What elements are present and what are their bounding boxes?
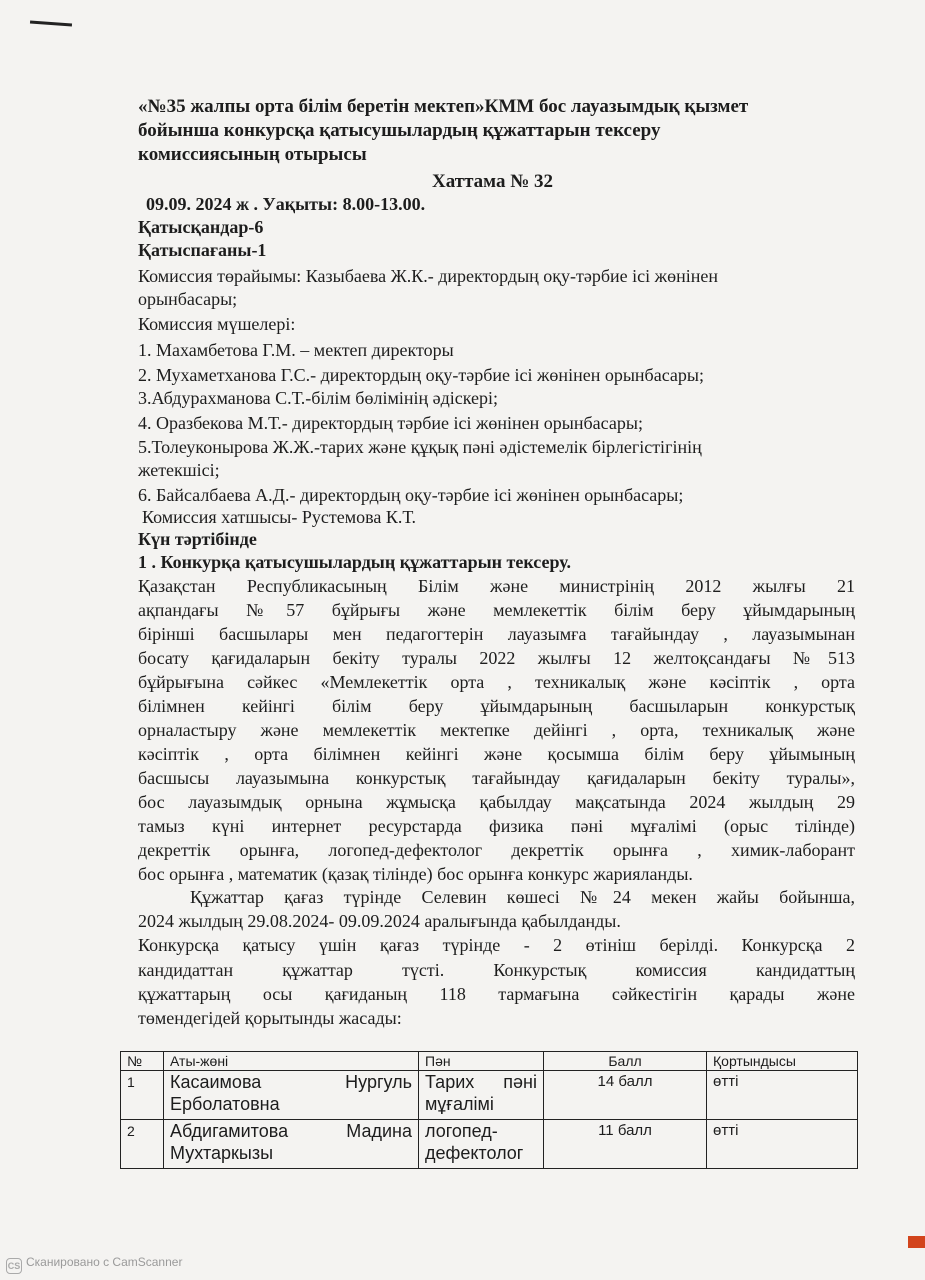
title-line: бойынша конкурсқа қатысушылардың құжаттарын тексеру <box>138 120 661 141</box>
candidate-result: өтті <box>707 1071 858 1120</box>
title-line: «№35 жалпы орта білім беретін мектеп»КММ бос лауазымдық қызмет <box>138 96 749 117</box>
body-line: 2024 жылдың 29.08.2024- 09.09.2024 аралығында қабылданды. <box>138 911 621 931</box>
title-line: комиссиясының отырысы <box>138 144 367 165</box>
subject-part: пәні <box>503 1072 537 1092</box>
body-line: білімнен кейінгі білім беру ұйымдарының басшыларын конкурстық <box>138 696 855 716</box>
body-line: құжаттарың осы қағиданың 118 тармағына сәйкестігін қарады және <box>138 984 855 1004</box>
commission-chair: Комиссия төрайымы: Казыбаева Ж.К.- директордың оқу-тәрбие ісі жөнінен <box>138 266 718 286</box>
subject-part: дефектолог <box>425 1143 524 1163</box>
table-header-row <box>121 1052 858 1071</box>
camscanner-watermark <box>6 1255 182 1274</box>
column-header: Қортындысы <box>707 1052 858 1071</box>
body-line: Құжаттар қағаз түрінде Селевин көшесі №24 мекен жайы бойынша, <box>190 887 855 907</box>
body-line: кәсіптік , орта білімнен кейінгі және қосымша білім беру ұйымының <box>138 744 855 764</box>
name-part: Нургуль <box>345 1072 412 1092</box>
agenda-label: Күн тәртібінде <box>138 529 257 549</box>
body-line: басшысы лауазымына конкурстық тағайындау қағидаларын бекіту туралы», <box>138 768 855 788</box>
commission-chair-cont: орынбасары; <box>138 289 238 309</box>
body-line: Конкурсқа қатысу үшін қағаз түрінде - 2 өтініш берілді. Конкурсқа 2 <box>138 935 855 955</box>
row-number: 1 <box>121 1071 164 1120</box>
name-part: Мухтаркызы <box>170 1143 274 1163</box>
column-header: Балл <box>544 1052 707 1071</box>
candidate-subject <box>419 1071 544 1120</box>
body-line: бос лауазымдық орнына жұмысқа қабылдау мақсатында 2024 жылдың 29 <box>138 792 855 812</box>
member-item: 2. Мухаметханова Г.С.- директордың оқу-тәрбие ісі жөнінен орынбасары; <box>138 365 704 385</box>
table-row <box>121 1071 858 1120</box>
camscanner-icon: CS <box>6 1258 22 1274</box>
body-line: бұйрығына сәйкес «Мемлекеттік орта , техникалық және кәсіптік , орта <box>138 672 855 692</box>
protocol-number: Хаттама № 32 <box>432 171 554 192</box>
name-part: Мадина <box>346 1121 412 1141</box>
document-title <box>138 95 858 167</box>
meeting-date-time: 09.09. 2024 ж . Уақыты: 8.00-13.00. <box>146 194 426 214</box>
pen-mark <box>30 21 72 27</box>
commission-secretary: Комиссия хатшысы- Рустемова К.Т. <box>142 507 417 527</box>
candidate-name <box>164 1071 419 1120</box>
member-item: 5.Толеуконырова Ж.Ж.-тарих және құқық пәні әдістемелік бірлегістігінің <box>138 437 702 457</box>
member-item: 4. Оразбекова М.Т.- директордың тәрбие ісі жөнінен орынбасары; <box>138 413 643 433</box>
body-line: декреттік орынға, логопед-дефектолог декреттік орынға , химик-лаборант <box>138 840 855 860</box>
member-item: 1. Махамбетова Г.М. – мектеп директоры <box>138 340 454 360</box>
body-line: босату қағидаларын бекіту туралы 2022 жылғы 12 желтоқсандағы №513 <box>138 648 855 668</box>
body-line: бос орынға , математик (қазақ тілінде) бос орынға конкурс жарияланды. <box>138 864 693 884</box>
attendees-present: Қатысқандар-6 <box>138 217 264 237</box>
body-line: Қазақстан Республикасының Білім және министрінің 2012 жылғы 21 <box>138 576 855 596</box>
member-item: 3.Абдурахманова С.Т.-білім бөлімінің әдіскері; <box>138 388 499 408</box>
body-line: бірінші басшылары мен педагогтерін лауазымға тағайындау , лауазымынан <box>138 624 855 644</box>
agenda-item: 1 . Конкурқа қатысушылардың құжаттарын тексеру. <box>138 552 571 572</box>
member-item: жетекшісі; <box>138 460 220 480</box>
column-header: Пән <box>419 1052 544 1071</box>
camscanner-text: Сканировано с CamScanner <box>26 1255 183 1269</box>
name-part: Абдигамитова <box>170 1121 289 1141</box>
attendees-absent: Қатыспағаны-1 <box>138 240 267 260</box>
column-header: Аты-жөні <box>164 1052 419 1071</box>
column-header: № <box>121 1052 164 1071</box>
candidate-result: өтті <box>707 1120 858 1169</box>
row-number: 2 <box>121 1120 164 1169</box>
body-line: төмендегідей қорытынды жасады: <box>138 1008 402 1028</box>
body-line: тамыз күні интернет ресурстарда физика пәні мұғалімі (орыс тілінде) <box>138 816 855 836</box>
body-line: ақпандағы №57 бұйрығы және мемлекеттік білім беру ұйымдарының <box>138 600 855 620</box>
body-line: орналастыру және мемлекеттік мектепке дейінгі , орта, техникалық және <box>138 720 855 740</box>
table-row <box>121 1120 858 1169</box>
name-part: Ерболатовна <box>170 1094 280 1114</box>
candidate-score: 14 балл <box>544 1071 707 1120</box>
red-tab-mark <box>908 1236 925 1248</box>
body-line: кандидаттан құжаттар түсті. Конкурстық комиссия кандидаттың <box>138 960 855 980</box>
subject-part: логопед- <box>425 1121 498 1141</box>
candidate-score: 11 балл <box>544 1120 707 1169</box>
candidates-table <box>120 1051 858 1169</box>
members-label: Комиссия мүшелері: <box>138 314 296 334</box>
candidate-subject <box>419 1120 544 1169</box>
member-item: 6. Байсалбаева А.Д.- директордың оқу-тәрбие ісі жөнінен орынбасары; <box>138 485 684 505</box>
candidate-name <box>164 1120 419 1169</box>
subject-part: Тарих <box>425 1072 475 1092</box>
subject-part: мұғалімі <box>425 1094 494 1114</box>
name-part: Касаимова <box>170 1072 262 1092</box>
